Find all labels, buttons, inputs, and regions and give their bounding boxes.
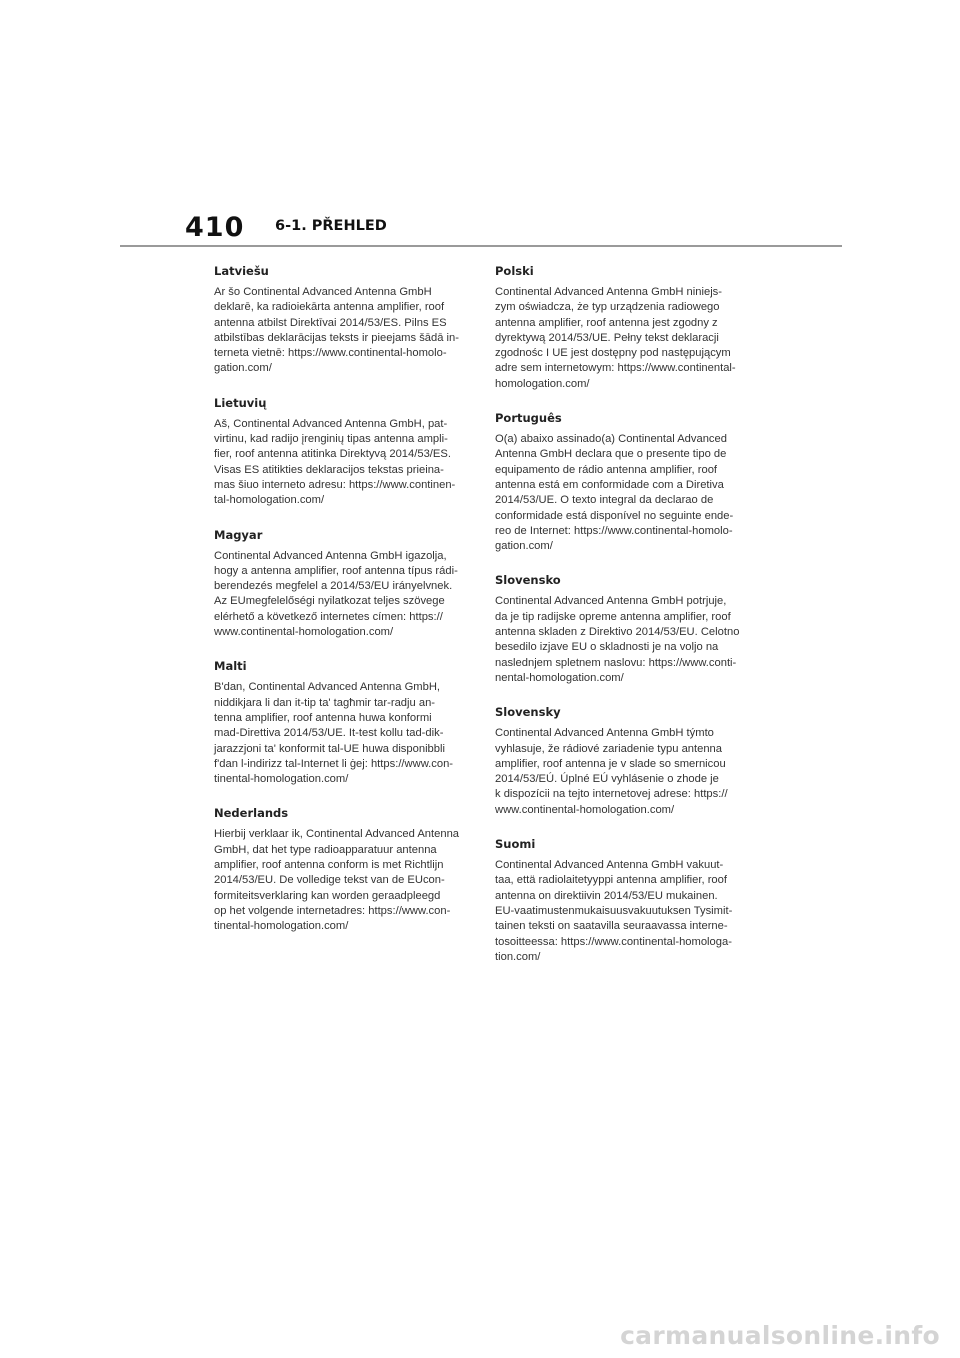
section-heading: Slovensko	[495, 573, 561, 588]
header-divider	[120, 245, 842, 247]
section-text: B'dan, Continental Advanced Antenna GmbH, niddikjara li dan it-tip ta' tagħmir tar-radju an- tenna amplifier, roof antenna huwa konformi mad-Direttiva 2014/53/UE. It-test kollu tad-dik- jarazzjoni ta' konformit tal-UE huwa disponibbli f'dan l-indirizz tal-Internet li ġej: https://www.con- tinental-homologation.com/	[214, 681, 454, 786]
section-heading: Malti	[214, 659, 247, 674]
section-text: Hierbij verklaar ik, Continental Advanced Antenna GmbH, dat het type radioapparatuur antenna amplifier, roof antenna conform is met Richtlijn 2014/53/EU. De volledige tekst van de EUcon- formiteitsverklaring kan worden geraadpleegd op het volgende internetadres: https://www.con- tinental-homologation.com/	[214, 828, 460, 933]
chapter-title: 6-1. PŘEHLED	[275, 218, 387, 234]
section-heading: Polski	[495, 264, 534, 278]
watermark: carmanualsonline.info	[620, 1321, 940, 1350]
section-heading: Latviešu	[214, 264, 269, 278]
section-lietuviu	[214, 395, 468, 509]
section-text: Continental Advanced Antenna GmbH týmto vyhlasuje, že rádiové zariadenie typu antenna amplifier, roof antenna je v slade so smernicou 2014/53/EÚ. Úplné EÚ vyhlásenie o zhode je k dispozícii na tejto internetovej adrese: https:// www.continental-homologation.com/	[495, 727, 728, 816]
page-number: 410	[185, 212, 245, 243]
section-heading: Nederlands	[214, 806, 289, 821]
left-column	[214, 263, 468, 953]
section-text: Continental Advanced Antenna GmbH igazolja, hogy a antenna amplifier, roof antenna típus rádi- berendezés megfelel a 2014/53/EU irányelvnek. Az EUmegfelelőségi nyilatkozat teljes szövege elérhető a következő internetes címen: https:// www.continental-homologation.com/	[214, 549, 458, 639]
right-column	[495, 263, 757, 983]
section-suomi	[495, 836, 757, 965]
section-heading: Magyar	[214, 527, 263, 542]
section-heading: Lietuvių	[214, 395, 267, 410]
section-text: Continental Advanced Antenna GmbH niniejs- zym oświadcza, że typ urządzenia radiowego antenna amplifier, roof antenna jest zgodny z dyrektywą 2014/53/UE. Pełny tekst deklaracji zgodnośc I UE jest dostępny pod następującym adre sem internetowym: https://www.continental- homologation.com/	[495, 286, 736, 390]
section-heading: Português	[495, 411, 562, 426]
section-latviesu	[214, 263, 468, 377]
section-text: O(a) abaixo assinado(a) Continental Advanced Antenna GmbH declara que o presente tipo de equipamento de rádio antenna amplifier, roof antenna está em conformidade com a Diretiva 2014/53/UE. O texto integral da declarao de conformidade está disponível no seguinte ende- reo de Internet: https://www.continental-homolo- gation.com/	[495, 433, 734, 553]
section-text: Continental Advanced Antenna GmbH potrjuje, da je tip radijske opreme antenna amplifier, roof antenna skladen z Direktivo 2014/53/EU. Celotno besedilo izjave EU o skladnosti je na voljo na naslednjem spletnem naslovu: https://www.conti- nental-homologation.com/	[495, 595, 740, 684]
section-nederlands	[214, 805, 468, 934]
section-text: Continental Advanced Antenna GmbH vakuut- taa, että radiolaitetyyppi antenna amplifier, roof antenna on direktiivin 2014/53/EU mukainen. EU-vaatimustenmukaisuusvakuutuksen Tysimit- tainen teksti on saatavilla seuraavassa interne- tosoitteessa: https://www.continental-homologa- tion.com/	[495, 859, 733, 963]
section-malti	[214, 658, 468, 787]
section-heading: Suomi	[495, 837, 536, 852]
section-slovensky	[495, 704, 757, 818]
page-header	[185, 212, 845, 248]
section-polski	[495, 263, 757, 392]
section-magyar	[214, 527, 468, 641]
section-portugues	[495, 410, 757, 554]
section-text: Aš, Continental Advanced Antenna GmbH, pat- virtinu, kad radijo įrenginių tipas antenna ampli- fier, roof antenna atitinka Direktyvą 2014/53/ES. Visas ES atitikties deklaracijos tekstas prieina- mas šiuo interneto adresu: https://www.continen- tal-homologation.com/	[214, 417, 456, 507]
section-slovensko	[495, 572, 757, 686]
section-heading: Slovensky	[495, 705, 561, 720]
section-text: Ar šo Continental Advanced Antenna GmbH deklarē, ka radioiekārta antenna amplifier, roof antenna atbilst Direktīvai 2014/53/ES. Pilns ES atbilstības deklarācijas teksts ir pieejams šādā in- terneta vietnē: https://www.continental-homolo- gation.com/	[214, 286, 459, 375]
